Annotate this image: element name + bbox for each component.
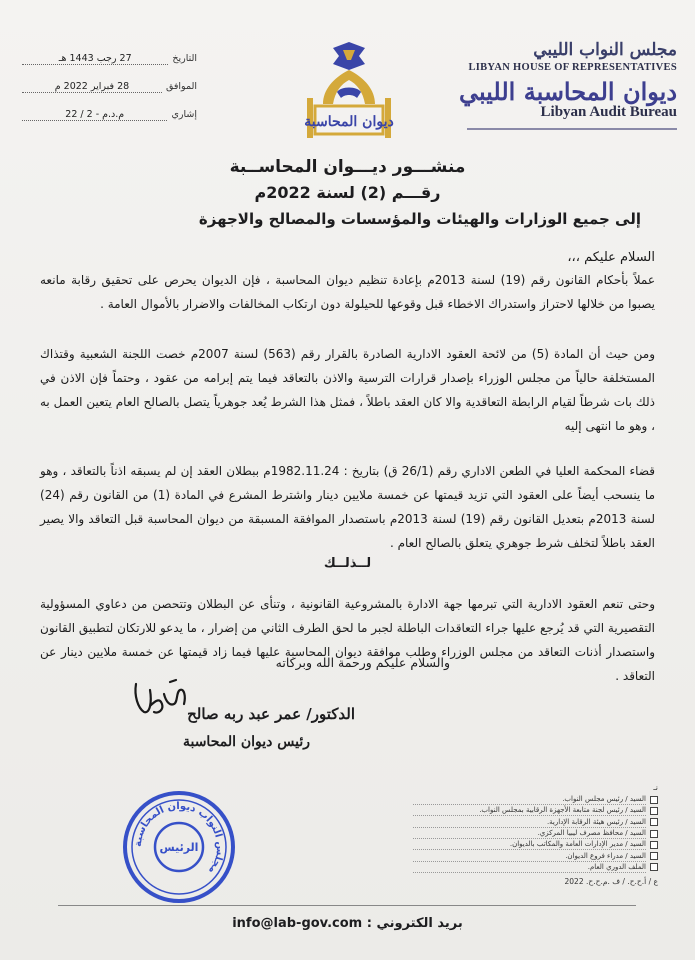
logo-text: ديوان المحاسبة [304,114,394,130]
bullet-box-icon [650,841,658,849]
date-hijri-row [22,53,197,65]
stamp-ring-text: مجلس النواب ديوان المحاسبة [132,800,226,876]
footer-divider [58,905,636,906]
official-stamp [120,790,238,904]
greeting: السلام عليكم ،،، [567,250,655,265]
circular-title: منشـــور ديـــوان المحاســبة [229,157,466,177]
bullet-box-icon [650,796,658,804]
archive-reference: ع / أ.ح.ح. / ف .م.ح.ح. 2022 [564,877,658,887]
date-hijri-label: التاريخ [172,53,197,64]
footer-contact [0,916,695,931]
list-item: السيد / رئيس هيئة الرقابة الإدارية. [413,817,658,828]
distribution-list [413,783,658,886]
signatory-title: رئيس ديوان المحاسبة [182,734,310,750]
date-hijri-value: 27 رجب 1443 هـ [22,53,168,65]
circular-number: رقـــم (2) لسنة 2022م [254,183,441,202]
closing-salutation: والسلام عليكم ورحمة الله وبركاته [275,655,450,670]
distribution-mark: نـ [653,783,658,792]
circular-addressee: إلى جميع الوزارات والهيئات والمؤسسات والمصالح والاجهزة [198,210,641,228]
list-item: السيد / مدير الإدارات العامة والمكاتب بالديوان. [413,839,658,850]
paragraph-3: قضاء المحكمة العليا في الطعن الاداري رقم (26/1 ق) بتاريخ : 1982.11.24م ببطلان العقد إن لم يسبقه اذناً بالتعاقد ، وهو ما ينسحب أيضاً على العقود التي تزيد قيمتها عن خمسة ملايين دينار واشترط المشرع في المادة (1) من القانون رقم (24) لسنة 2013م بتعديل القانون رقم (19) لسنة 2013م باستصدار الموافقة المسبقة من ديوان المحاسبة قبل التعاقد والا يصير العقد باطلاً لتخلف شرط جوهري يتعلق بالصالح العام . [40,464,656,550]
list-item: السيد / مدراء فروع الديوان. [413,850,658,861]
reference-value: م.د.م - 2 / 22 [22,109,167,121]
bureau-name-en: Libyan Audit Bureau [540,104,677,120]
bullet-box-icon [650,818,658,826]
list-item: السيد / رئيس مجلس النواب. [413,794,658,805]
stamp-center-text: الرئيس [159,841,199,854]
bullet-box-icon [650,807,658,815]
bullet-box-icon [650,852,658,860]
paragraph-1: عملاً بأحكام القانون رقم (19) لسنة 2013م بإعادة تنظيم ديوان المحاسبة ، فإن الديوان يحرص على تحقيق رقابة مانعه يصبوا من خلالها لاحتراز واستدراك الاخطاء قبل وقوعها للحيلولة دون ارتكاب المخالفات والاضرار بالأموال العامة . [40,273,655,311]
footer-email[interactable]: info@lab-gov.com [232,916,363,931]
date-greg-value: 28 فبراير 2022 م [22,81,162,93]
list-item: السيد / رئيس لجنة متابعة الأجهزة الرقابية بمجلس النواب. [413,805,658,816]
paragraph-4: وحتى تنعم العقود الادارية التي تبرمها جهة الادارة بالمشروعية القانونية ، وتنأى عن البطلان وتتحصن من دعاوي المسؤولية التقصيرية التي قد يُرجع عليها جراء التعاقدات الباطلة لجبر ما لحق الطرف الثاني من إضرار ، ما يدعو للارتكان لتطبيق القانون واستصدار أذنات التعاقد من مجلس الوزراء وطلب موافقة ديوان المحاسبة عليها فيما زاد قيمتها عن خمسة ملايين دينار عن التعاقد . [40,597,655,683]
parliament-name-ar: مجلس النواب الليبي [533,40,677,60]
footer-email-label: بريد الكتروني : [366,916,463,931]
signature-scribble [130,676,190,718]
letterhead-left [22,53,197,137]
list-item: الملف الدوري العام. [413,862,658,873]
reference-label: إشاري [171,109,197,120]
letterhead-right [457,40,677,121]
date-greg-label: الموافق [165,81,197,92]
paragraph-2: ومن حيث أن المادة (5) من لائحة العقود الادارية الصادرة بالقرار رقم (563) لسنة 2007م خصت اللجنة الشعبية وقتذاك المستخلفة حالياً من مجلس الوزراء بإصدار قرارات الترسية والاذن بالتعاقد فيما يتم إبرامه من عقود ، وحتماً فإن الاذن في ذلك بات شرطاً لقيام الرابطة التعاقدية والا كان العقد باطلاً ، فمثل هذا الشرط يُعد جوهرياً يتصل بالصالح العام يتعين العمل به ، وهو ما انتهى إليه [40,347,655,433]
bullet-box-icon [650,863,658,871]
therefore-heading: لــذلــك [323,556,372,571]
audit-bureau-logo [293,40,405,144]
bullet-box-icon [650,830,658,838]
header-divider [467,128,677,130]
date-greg-row [22,81,197,93]
reference-row [22,109,197,121]
bureau-name-ar: ديوان المحاسبة الليبي [458,77,677,106]
list-item: السيد / محافظ مصرف ليبيا المركزي. [413,828,658,839]
parliament-name-en: LIBYAN HOUSE OF REPRESENTATIVES [468,62,677,73]
signatory-name: الدكتور/ عمر عبد ربه صالح [187,705,355,723]
